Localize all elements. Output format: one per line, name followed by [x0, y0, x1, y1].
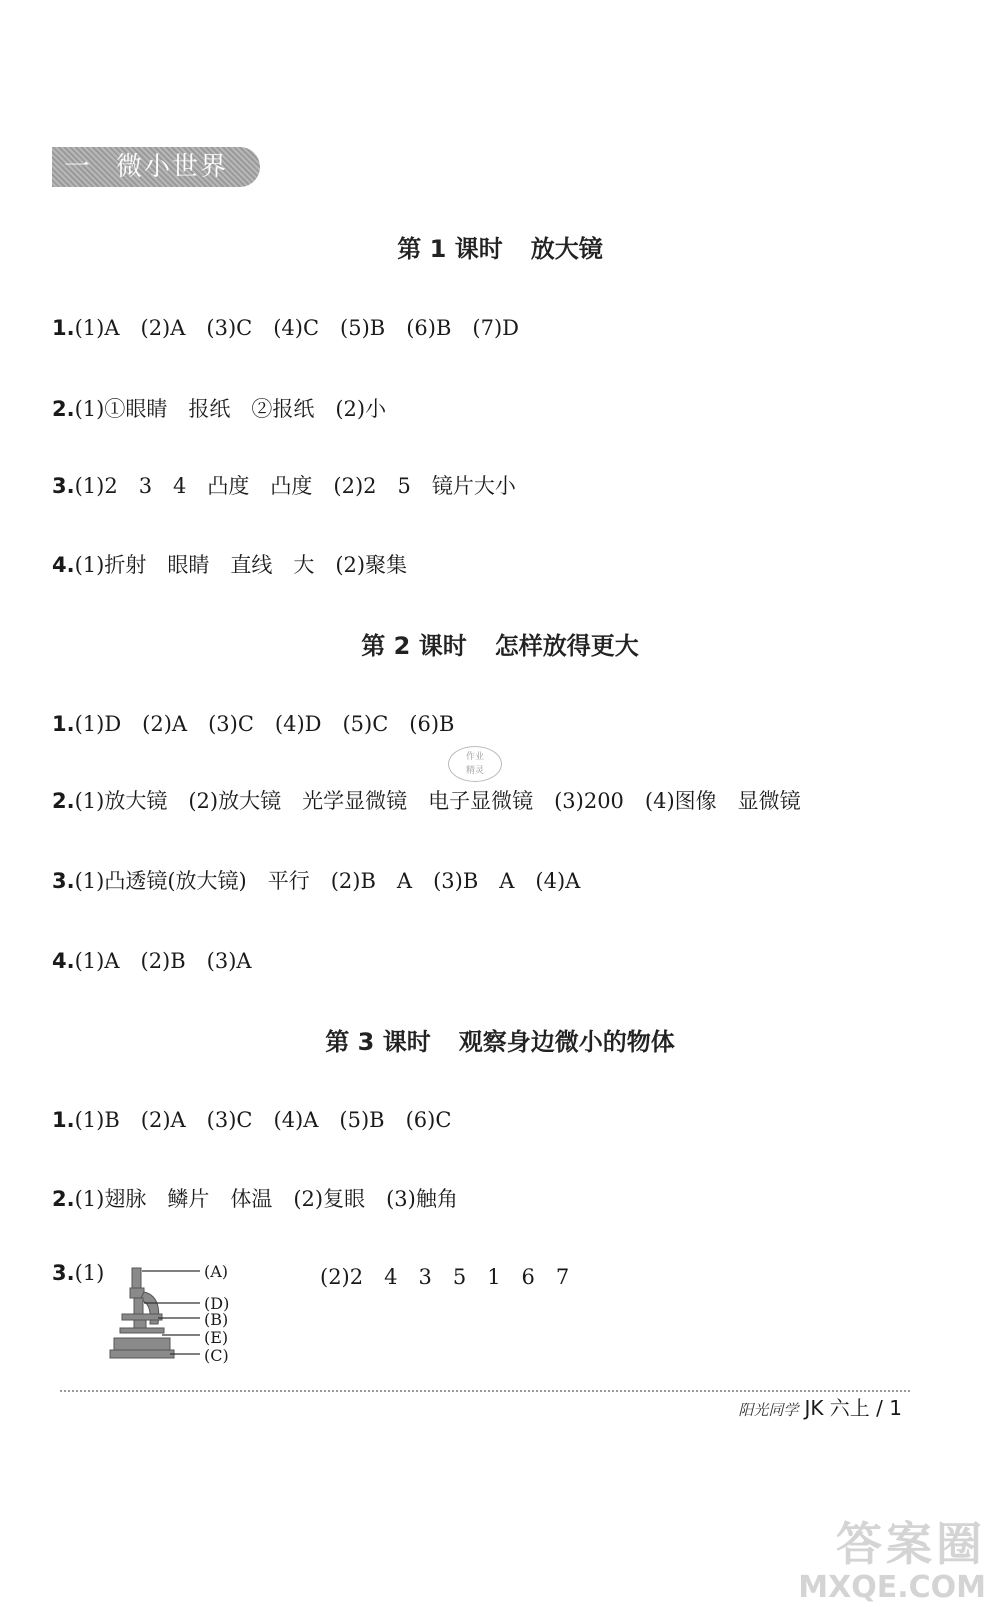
- answer-text: (1)凸透镜(放大镜) 平行 (2)B A (3)B A (4)A: [74, 869, 581, 893]
- answer-text: (1): [74, 1261, 105, 1285]
- lesson-3-title: [0, 1022, 1000, 1057]
- answer-text: (1)A (2)A (3)C (4)C (5)B (6)B (7)D: [74, 316, 519, 340]
- answer-2: [52, 785, 801, 815]
- watermark-logo: [798, 1508, 986, 1605]
- answer-4: [52, 945, 252, 975]
- lesson-1-title: [0, 229, 1000, 264]
- answer-text: (1)B (2)A (3)C (4)A (5)B (6)C: [74, 1108, 452, 1132]
- question-number: 1.: [52, 316, 75, 340]
- lesson-name: 怎样放得更大: [494, 632, 639, 660]
- question-number: 1.: [52, 712, 75, 736]
- answer-3: [52, 865, 580, 895]
- question-number: 3.: [52, 1261, 75, 1285]
- answer-2: [52, 1183, 458, 1213]
- answer-1: [52, 708, 454, 738]
- lesson-label: 第 1 课时: [397, 235, 503, 263]
- label-a: (A): [204, 1262, 229, 1281]
- lesson-label: 第 2 课时: [361, 632, 467, 660]
- question-number: 2.: [52, 1187, 75, 1211]
- question-number: 2.: [52, 789, 75, 813]
- answer-text: (1)A (2)B (3)A: [74, 949, 252, 973]
- microscope-diagram: [100, 1262, 270, 1372]
- label-c: (C): [204, 1346, 229, 1365]
- lesson-name: 放大镜: [530, 235, 603, 263]
- page-footer: [738, 1392, 902, 1421]
- sequence-answer: (2)2 4 3 5 1 6 7: [320, 1265, 570, 1289]
- answer-3: [52, 1261, 104, 1285]
- answer-text: (1)折射 眼睛 直线 大 (2)聚集: [74, 553, 408, 577]
- answer-text: (1)2 3 4 凸度 凸度 (2)2 5 镜片大小: [74, 474, 516, 498]
- watermark-url: MXQE.COM: [798, 1570, 986, 1605]
- stamp-watermark: [448, 746, 502, 782]
- question-number: 2.: [52, 397, 75, 421]
- brand-logo: 阳光同学: [738, 1401, 799, 1419]
- unit-banner: [52, 147, 260, 187]
- lesson-2-title: [0, 626, 1000, 661]
- question-number: 4.: [52, 949, 75, 973]
- answer-text: (1)翅脉 鳞片 体温 (2)复眼 (3)触角: [74, 1187, 458, 1211]
- lesson-label: 第 3 课时: [325, 1028, 431, 1056]
- answer-4: [52, 549, 407, 579]
- watermark-logo-text: 答案圈: [836, 1517, 986, 1571]
- microscope-icon: [100, 1262, 270, 1372]
- answer-1: [52, 312, 519, 342]
- question-number: 1.: [52, 1108, 75, 1132]
- unit-number: 一: [64, 152, 93, 182]
- edition-page: JK 六上 / 1: [804, 1396, 902, 1420]
- unit-title: 微小世界: [116, 152, 229, 182]
- lesson-name: 观察身边微小的物体: [458, 1028, 675, 1056]
- answer-text: (1)D (2)A (3)C (4)D (5)C (6)B: [74, 712, 455, 736]
- answer-1: [52, 1104, 451, 1134]
- question-number: 3.: [52, 869, 75, 893]
- label-d: (D): [204, 1294, 230, 1313]
- stamp-text: 精灵: [465, 766, 484, 776]
- answer-text: (1)①眼睛 报纸 ②报纸 (2)小: [74, 397, 387, 421]
- label-b: (B): [204, 1310, 229, 1329]
- question-number: 3.: [52, 474, 75, 498]
- answer-3: [52, 470, 516, 500]
- answer-text: (1)放大镜 (2)放大镜 光学显微镜 电子显微镜 (3)200 (4)图像 显微镜: [74, 789, 801, 813]
- stamp-text: 作业: [465, 752, 484, 762]
- label-e: (E): [204, 1328, 229, 1347]
- question-number: 4.: [52, 553, 75, 577]
- answer-2: [52, 393, 386, 423]
